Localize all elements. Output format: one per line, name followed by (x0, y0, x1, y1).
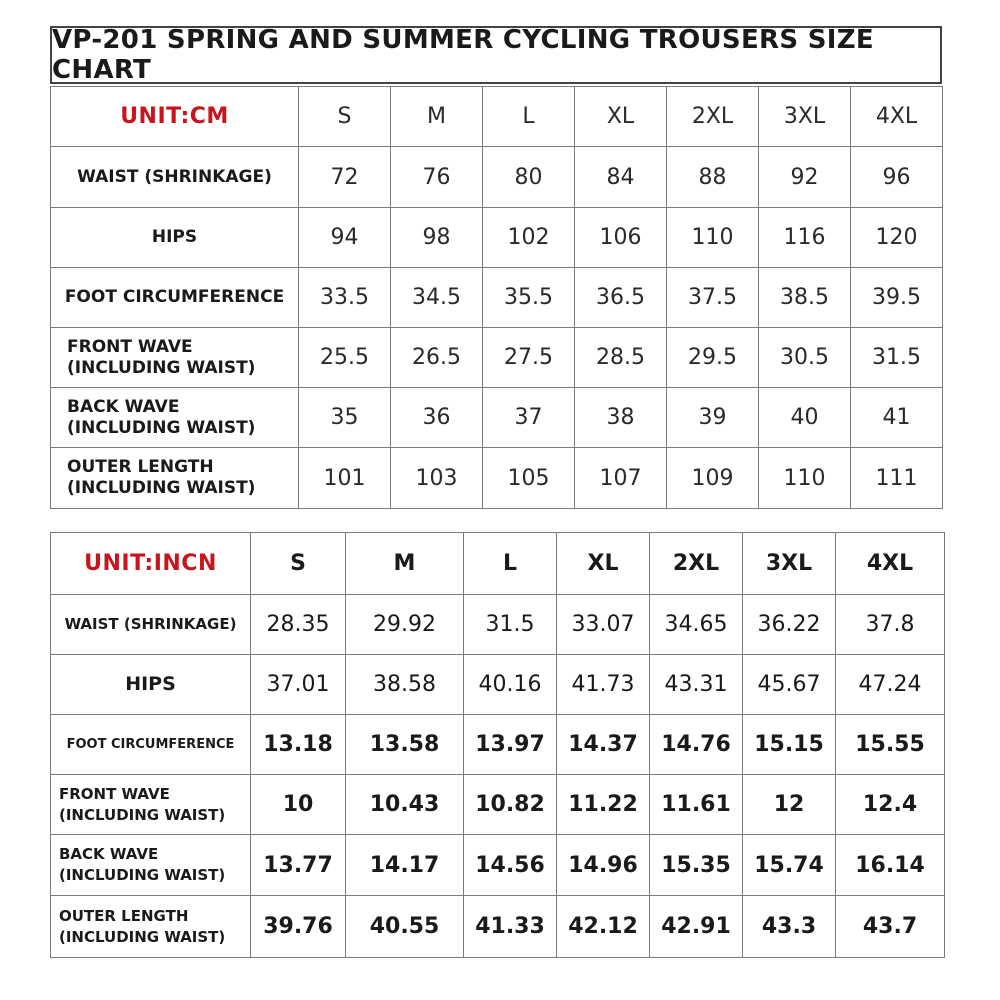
value-cell: 14.96 (557, 835, 650, 896)
table-row (51, 388, 943, 448)
value-cell: 37 (483, 388, 575, 448)
value-cell: 120 (851, 208, 943, 268)
value-cell: 101 (299, 448, 391, 509)
size-header: 3XL (759, 87, 851, 147)
value-cell: 28.35 (251, 595, 346, 655)
row-label-hips: HIPS (51, 208, 299, 268)
value-cell: 36.22 (743, 595, 836, 655)
unit-label: UNIT:CM (51, 87, 299, 147)
row-label-hips: HIPS (51, 655, 251, 715)
value-cell: 39.5 (851, 268, 943, 328)
value-cell: 110 (759, 448, 851, 509)
unit-label: UNIT:INCN (51, 533, 251, 595)
value-cell: 27.5 (483, 328, 575, 388)
row-label-waist: WAIST (SHRINKAGE) (51, 147, 299, 208)
value-cell: 41.33 (464, 896, 557, 958)
value-cell: 31.5 (851, 328, 943, 388)
table-row (51, 448, 943, 509)
value-cell: 13.77 (251, 835, 346, 896)
size-header: 4XL (836, 533, 945, 595)
value-cell: 14.37 (557, 715, 650, 775)
chart-title: VP-201 SPRING AND SUMMER CYCLING TROUSERS SIZE CHART (50, 26, 942, 84)
row-label-back-wave: BACK WAVE (INCLUDING WAIST) (51, 388, 299, 448)
value-cell: 94 (299, 208, 391, 268)
table-row (51, 595, 945, 655)
size-header: M (346, 533, 464, 595)
value-cell: 105 (483, 448, 575, 509)
value-cell: 109 (667, 448, 759, 509)
value-cell: 80 (483, 147, 575, 208)
value-cell: 10.43 (346, 775, 464, 835)
value-cell: 96 (851, 147, 943, 208)
value-cell: 102 (483, 208, 575, 268)
value-cell: 33.07 (557, 595, 650, 655)
value-cell: 34.65 (650, 595, 743, 655)
size-table-inch (50, 532, 945, 958)
table-row (51, 835, 945, 896)
value-cell: 11.22 (557, 775, 650, 835)
value-cell: 10 (251, 775, 346, 835)
value-cell: 76 (391, 147, 483, 208)
value-cell: 35 (299, 388, 391, 448)
row-label-foot-circumference: FOOT CIRCUMFERENCE (51, 268, 299, 328)
value-cell: 29.92 (346, 595, 464, 655)
value-cell: 16.14 (836, 835, 945, 896)
value-cell: 37.5 (667, 268, 759, 328)
value-cell: 12 (743, 775, 836, 835)
table-row (51, 715, 945, 775)
size-header: L (464, 533, 557, 595)
value-cell: 13.58 (346, 715, 464, 775)
value-cell: 47.24 (836, 655, 945, 715)
value-cell: 39 (667, 388, 759, 448)
value-cell: 43.7 (836, 896, 945, 958)
value-cell: 72 (299, 147, 391, 208)
value-cell: 88 (667, 147, 759, 208)
size-header: L (483, 87, 575, 147)
row-label-waist: WAIST (SHRINKAGE) (51, 595, 251, 655)
value-cell: 25.5 (299, 328, 391, 388)
size-table-cm (50, 86, 943, 509)
value-cell: 42.91 (650, 896, 743, 958)
header-row (51, 533, 945, 595)
table-row (51, 896, 945, 958)
value-cell: 35.5 (483, 268, 575, 328)
size-header: XL (575, 87, 667, 147)
value-cell: 43.31 (650, 655, 743, 715)
value-cell: 38.5 (759, 268, 851, 328)
value-cell: 41.73 (557, 655, 650, 715)
row-label-outer-length: OUTER LENGTH (INCLUDING WAIST) (51, 896, 251, 958)
value-cell: 14.76 (650, 715, 743, 775)
value-cell: 106 (575, 208, 667, 268)
value-cell: 29.5 (667, 328, 759, 388)
header-row (51, 87, 943, 147)
value-cell: 111 (851, 448, 943, 509)
value-cell: 103 (391, 448, 483, 509)
value-cell: 92 (759, 147, 851, 208)
value-cell: 15.55 (836, 715, 945, 775)
value-cell: 15.35 (650, 835, 743, 896)
value-cell: 31.5 (464, 595, 557, 655)
size-header: S (299, 87, 391, 147)
size-header: S (251, 533, 346, 595)
value-cell: 40.55 (346, 896, 464, 958)
size-header: 2XL (650, 533, 743, 595)
value-cell: 110 (667, 208, 759, 268)
value-cell: 14.17 (346, 835, 464, 896)
value-cell: 43.3 (743, 896, 836, 958)
table-row (51, 208, 943, 268)
value-cell: 37.01 (251, 655, 346, 715)
value-cell: 98 (391, 208, 483, 268)
value-cell: 36.5 (575, 268, 667, 328)
row-label-front-wave: FRONT WAVE (INCLUDING WAIST) (51, 775, 251, 835)
value-cell: 40 (759, 388, 851, 448)
value-cell: 38.58 (346, 655, 464, 715)
value-cell: 40.16 (464, 655, 557, 715)
value-cell: 15.15 (743, 715, 836, 775)
value-cell: 26.5 (391, 328, 483, 388)
table-row (51, 268, 943, 328)
value-cell: 12.4 (836, 775, 945, 835)
value-cell: 116 (759, 208, 851, 268)
table-row (51, 775, 945, 835)
value-cell: 28.5 (575, 328, 667, 388)
size-header: 4XL (851, 87, 943, 147)
value-cell: 84 (575, 147, 667, 208)
value-cell: 34.5 (391, 268, 483, 328)
value-cell: 13.97 (464, 715, 557, 775)
size-header: 3XL (743, 533, 836, 595)
value-cell: 11.61 (650, 775, 743, 835)
value-cell: 38 (575, 388, 667, 448)
value-cell: 30.5 (759, 328, 851, 388)
row-label-foot-circumference: FOOT CIRCUMFERENCE (51, 715, 251, 775)
table-row (51, 328, 943, 388)
value-cell: 15.74 (743, 835, 836, 896)
value-cell: 33.5 (299, 268, 391, 328)
value-cell: 107 (575, 448, 667, 509)
value-cell: 10.82 (464, 775, 557, 835)
row-label-outer-length: OUTER LENGTH (INCLUDING WAIST) (51, 448, 299, 509)
value-cell: 13.18 (251, 715, 346, 775)
size-header: XL (557, 533, 650, 595)
value-cell: 14.56 (464, 835, 557, 896)
value-cell: 36 (391, 388, 483, 448)
value-cell: 42.12 (557, 896, 650, 958)
table-row (51, 655, 945, 715)
row-label-back-wave: BACK WAVE (INCLUDING WAIST) (51, 835, 251, 896)
size-header: 2XL (667, 87, 759, 147)
table-row (51, 147, 943, 208)
size-header: M (391, 87, 483, 147)
value-cell: 37.8 (836, 595, 945, 655)
value-cell: 39.76 (251, 896, 346, 958)
row-label-front-wave: FRONT WAVE (INCLUDING WAIST) (51, 328, 299, 388)
value-cell: 45.67 (743, 655, 836, 715)
value-cell: 41 (851, 388, 943, 448)
